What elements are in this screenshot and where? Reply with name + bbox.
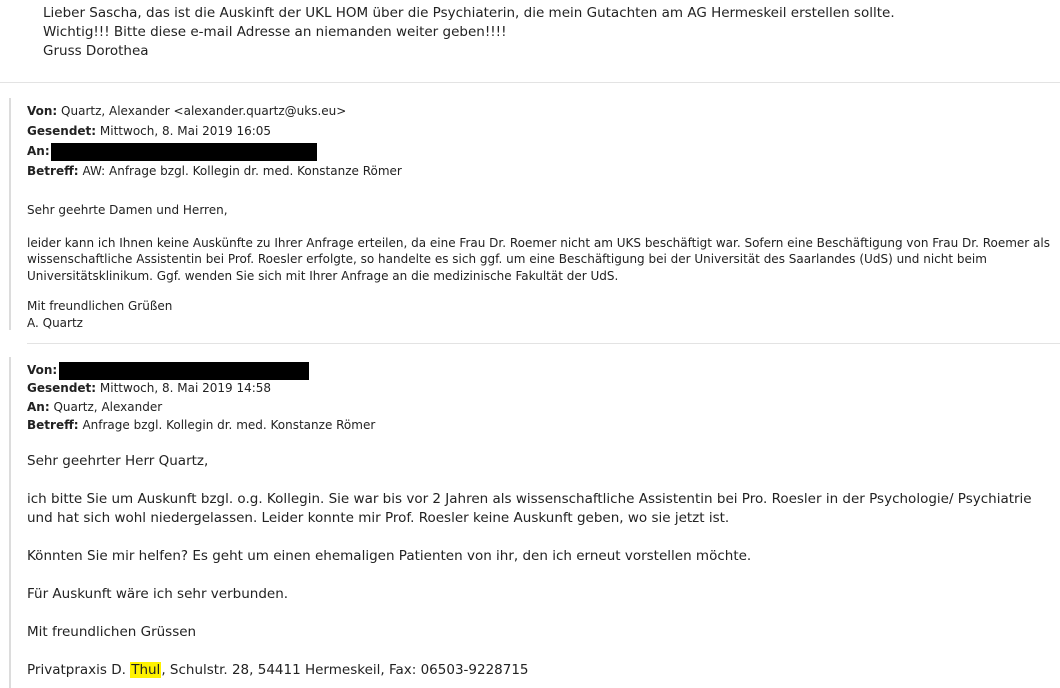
greeting: Sehr geehrter Herr Quartz, [27,453,209,469]
from-label: Von: [27,363,58,377]
sent-value: Mittwoch, 8. Mai 2019 16:05 [99,124,272,138]
closing: Mit freundlichen Grüssen [27,624,197,640]
closing: Mit freundlichen Grüßen [27,299,173,313]
email2-from-row [27,360,309,380]
highlighted-name: Thul [131,662,161,678]
from-value[interactable]: Quartz, Alexander <alexander.quartz@uks.eu> [61,104,347,118]
greeting: Sehr geehrte Damen und Herren, [27,203,228,217]
email1-sent-row [27,121,271,141]
subject-label: Betreff: [27,164,79,178]
signature-suffix: , Schulstr. 28, 54411 Hermeskeil, Fax: 06503-9228715 [161,662,529,678]
redaction-box [59,362,309,380]
redaction-box [51,143,317,161]
quote-bar [9,98,11,330]
message-divider [27,343,1060,344]
to-label: An: [27,400,50,414]
quote-bar [9,357,11,688]
top-message-line: Wichtig!!! Bitte diese e-mail Adresse an niemanden weiter geben!!!! [43,24,507,40]
to-label: An: [27,144,50,158]
sent-label: Gesendet: [27,124,97,138]
to-value[interactable]: Quartz, Alexander [53,400,163,414]
subject-value: Anfrage bzgl. Kollegin dr. med. Konstanze Römer [82,418,376,432]
sent-label: Gesendet: [27,381,97,395]
sent-value: Mittwoch, 8. Mai 2019 14:58 [99,381,272,395]
body-paragraph: ich bitte Sie um Auskunft bzgl. o.g. Kollegin. Sie war bis vor 2 Jahren als wissenschaftliche Assistentin bei Pro. Roesler in der Psychologie/ Psychiatrie und hat sich wohl niedergelassen. Leider konnte mir Prof. Roesler keine Auskunft geben, wo sie jetzt ist. [27,491,1032,526]
email2-subject-row [27,415,375,435]
signature [27,661,1052,680]
top-message-line: Lieber Sascha, das ist die Auskinft der UKL HOM über die Psychiaterin, die mein Gutachten am AG Hermeskeil erstellen sollte. [43,5,895,21]
email1-subject-row [27,161,402,181]
top-message-line: Gruss Dorothea [43,43,149,59]
email2-body [27,452,1052,680]
body-paragraph: Für Auskunft wäre ich sehr verbunden. [27,586,289,602]
body-paragraph: Könnten Sie mir helfen? Es geht um einen ehemaligen Patienten von ihr, den ich erneut vorstellen möchte. [27,548,752,564]
top-message [43,4,895,61]
subject-value: AW: Anfrage bzgl. Kollegin dr. med. Konstanze Römer [82,164,402,178]
email1-to-row [27,141,317,161]
signature-prefix: Privatpraxis D. [27,662,131,678]
body-paragraph: leider kann ich Ihnen keine Auskünfte zu Ihrer Anfrage erteilen, da eine Frau Dr. Roemer nicht am UKS beschäftigt war. Sofern eine Beschäftigung von Frau Dr. Roemer als wissenschaftliche Assistentin bei Prof. Roesler erfolgte, so handelte es sich ggf. um eine Beschäftigung bei der Universität des Saarlandes (UdS) und nicht beim Universitätsklinikum. Ggf. wenden Sie sich mit Ihrer Anfrage an die medizinische Fakultät der UdS. [27,235,1050,283]
email1-from-row [27,101,346,121]
email2-to-row [27,397,162,417]
email2-sent-row [27,378,271,398]
message-divider [0,82,1060,83]
subject-label: Betreff: [27,418,79,432]
from-label: Von: [27,104,58,118]
email1-body [27,202,1055,331]
signature: A. Quartz [27,315,83,330]
